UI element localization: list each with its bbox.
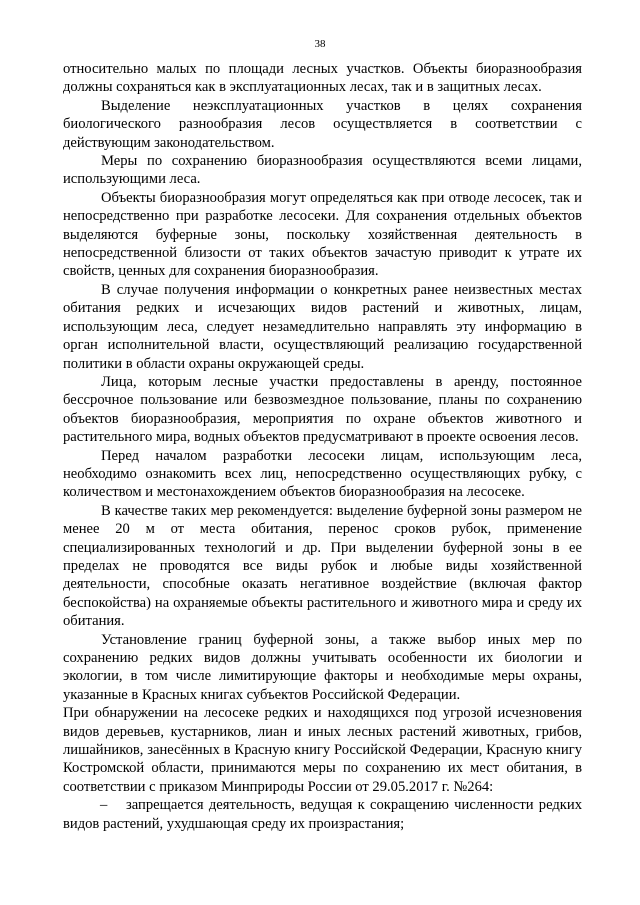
page-number: 38	[314, 38, 326, 50]
paragraph: В случае получения информации о конкретных ранее неизвестных местах обитания редких и исчезающих видов растений и животных, лицам, использующим леса, следует незамедлительно направлять эту информацию в орган исполнительной власти, осуществляющий реализацию государственной политики в области охраны окружающей среды.	[63, 281, 582, 372]
paragraph: Установление границ буферной зоны, а также выбор иных мер по сохранению редких видов должны учитывать особенности их биологии и экологии, в том числе лимитирующие факторы и необходимые меры охраны, указанные в Красных книгах субъектов Российской Федерации.	[63, 631, 582, 703]
list-item-text: запрещается деятельность, ведущая к сокращению численности редких видов растений, ухудшающая среду их произрастания;	[63, 797, 582, 832]
paragraph: В качестве таких мер рекомендуется: выделение буферной зоны размером не менее 20 м от места обитания, перенос сроков рубок, применение специализированных технологий и др. При выделении буферной зоны в ее пределах не проводятся все виды рубок и любые виды хозяйственной деятельности, способные оказать негативное воздействие (включая фактор беспокойства) на охраняемые объекты растительного и животного мира и среду их обитания.	[63, 502, 582, 630]
paragraph: Лица, которым лесные участки предоставлены в аренду, постоянное бессрочное пользование или безвозмездное пользование, планы по сохранению объектов биоразнообразия, мероприятия по охране объектов животного и растительного мира, водных объектов предусматривают в проекте освоения лесов.	[63, 373, 582, 446]
list-item	[63, 796, 582, 833]
paragraph: относительно малых по площади лесных участков. Объекты биоразнообразия должны сохраняться как в эксплуатационных лесах, так и в защитных лесах.	[63, 61, 582, 96]
paragraph: При обнаружении на лесосеке редких и находящихся под угрозой исчезновения видов деревьев, кустарников, лиан и иных лесных растений животных, грибов, лишайников, занесённых в Красную книгу Российской Федерации, Красную книгу Костромской области, принимаются меры по сохранению их мест обитания, в соответствии с приказом Минприроды России от 29.05.2017 г. №264:	[63, 705, 582, 795]
list-bullet: –	[100, 797, 108, 814]
body-text	[63, 60, 582, 833]
paragraph: Выделение неэксплуатационных участков в целях сохранения биологического разнообразия лесов осуществляется в соответствии с действующим законодательством.	[63, 97, 582, 151]
paragraph: Перед началом разработки лесосеки лицам, использующим леса, необходимо ознакомить всех лиц, непосредственно осуществляющих рубку, с количеством и местонахождением объектов биоразнообразия на лесосеке.	[63, 447, 582, 501]
paragraph: Объекты биоразнообразия могут определяться как при отводе лесосек, так и непосредственно при разработке лесосеки. Для сохранения отдельных объектов выделяются буферные зоны, поскольку хозяйственная деятельность в непосредственной близости от таких объектов зачастую приводит к утрате их свойств, ценных для сохранения биоразнообразия.	[63, 189, 582, 280]
paragraph: Меры по сохранению биоразнообразия осуществляются всеми лицами, использующими леса.	[63, 153, 582, 188]
